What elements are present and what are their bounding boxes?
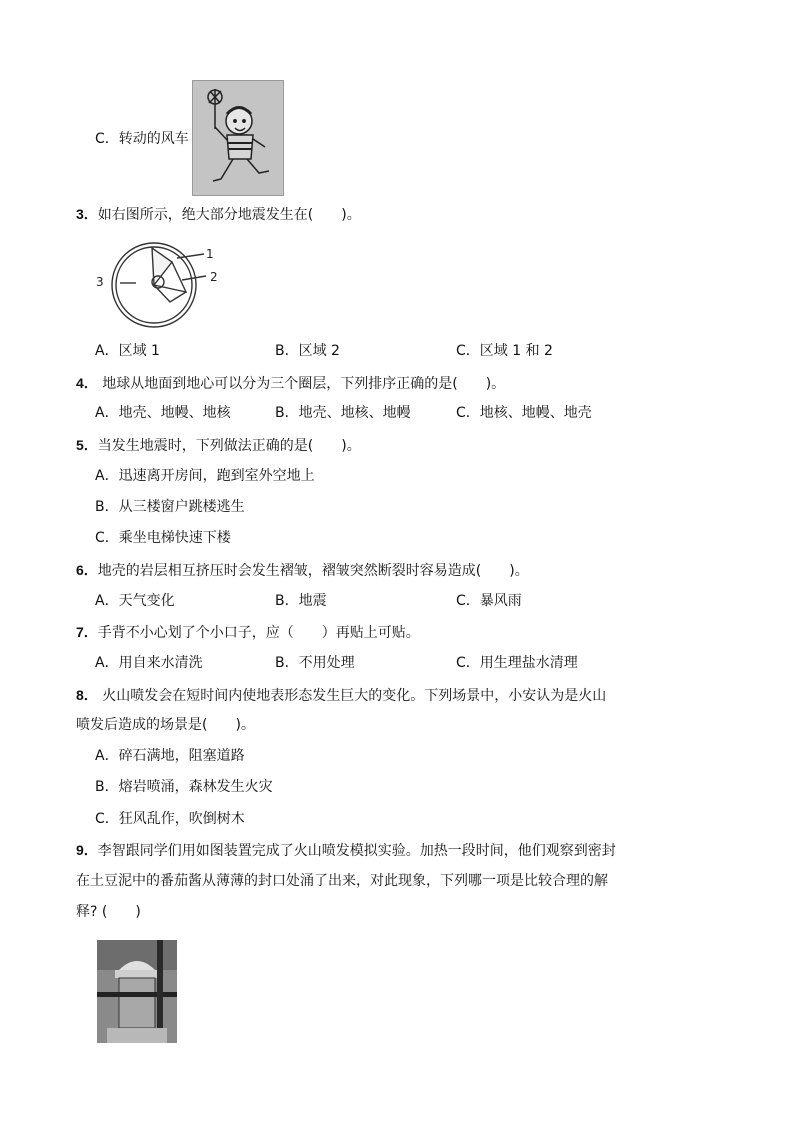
question-number: 5． [76,437,98,453]
q7-option-a[interactable]: A．用自来水清洗 [95,655,203,671]
question-number: 3． [76,206,98,222]
q3-option-c[interactable]: C．区域 1 和 2 [456,343,553,359]
q7-option-b[interactable]: B．不用处理 [275,655,355,671]
q4-option-a[interactable]: A．地壳、地幔、地核 [95,405,231,421]
question-7 [76,622,420,643]
q7-option-c[interactable]: C．用生理盐水清理 [456,655,578,671]
earth-layers-diagram [92,240,232,332]
q8-option-b[interactable]: B．熔岩喷涌，森林发生火灾 [95,779,273,795]
q5-option-b[interactable]: B．从三楼窗户跳楼逃生 [95,499,245,515]
experiment-drawing [97,940,177,1043]
question-stem: 如右图所示，绝大部分地震发生在( )。 [97,207,361,223]
q3-option-b[interactable]: B．区域 2 [275,343,340,359]
diagram-label-2: 2 [210,270,218,284]
earth-layers-drawing [92,240,232,332]
q4-option-b[interactable]: B．地壳、地核、地幔 [275,405,411,421]
q3-option-a[interactable]: A．区域 1 [95,343,160,359]
q6-option-a[interactable]: A．天气变化 [95,593,175,609]
question-stem: 地球从地面到地心可以分为三个圈层，下列排序正确的是( )。 [97,376,506,392]
q8-option-a[interactable]: A．碎石满地，阻塞道路 [95,748,245,764]
question-6 [76,560,529,581]
question-3 [76,204,361,225]
diagram-label-1: 1 [206,247,214,261]
question-stem: 手背不小心划了个小口子，应（ ）再贴上可贴。 [97,625,420,641]
question-number: 7． [76,624,98,640]
windmill-boy-drawing [193,81,283,195]
q8-option-c[interactable]: C．狂风乱作，吹倒树木 [95,811,245,827]
question-number: 9． [76,842,98,858]
question-stem: 地壳的岩层相互挤压时会发生褶皱，褶皱突然断裂时容易造成( )。 [97,563,529,579]
question-4 [76,373,505,394]
q6-option-c[interactable]: C．暴风雨 [456,593,522,609]
question-8 [76,685,606,706]
question-number: 8． [76,687,98,703]
volcano-experiment-photo [97,940,177,1043]
question-9-line3: 释? ( ) [76,904,141,920]
q6-option-b[interactable]: B．地震 [275,593,327,609]
question-number: 4． [76,375,98,391]
q2-option-c: C．转动的风车 [95,131,189,147]
question-8-line2: 喷发后造成的场景是( )。 [76,717,255,733]
question-9-line2: 在土豆泥中的番茄酱从薄薄的封口处涌了出来，对此现象，下列哪一项是比较合理的解 [76,873,608,889]
question-stem: 火山喷发会在短时间内使地表形态发生巨大的变化。下列场景中，小安认为是火山 [97,688,607,704]
q4-option-c[interactable]: C．地核、地幔、地壳 [456,405,592,421]
windmill-boy-image [192,80,284,196]
question-5 [76,435,361,456]
question-stem: 当发生地震时，下列做法正确的是( )。 [97,438,361,454]
question-9 [76,840,616,861]
diagram-label-3: 3 [96,275,104,289]
q5-option-c[interactable]: C．乘坐电梯快速下楼 [95,530,231,546]
question-stem: 李智跟同学们用如图装置完成了火山喷发模拟实验。加热一段时间，他们观察到密封 [97,843,616,859]
question-number: 6． [76,562,98,578]
q5-option-a[interactable]: A．迅速离开房间，跑到室外空地上 [95,468,315,484]
